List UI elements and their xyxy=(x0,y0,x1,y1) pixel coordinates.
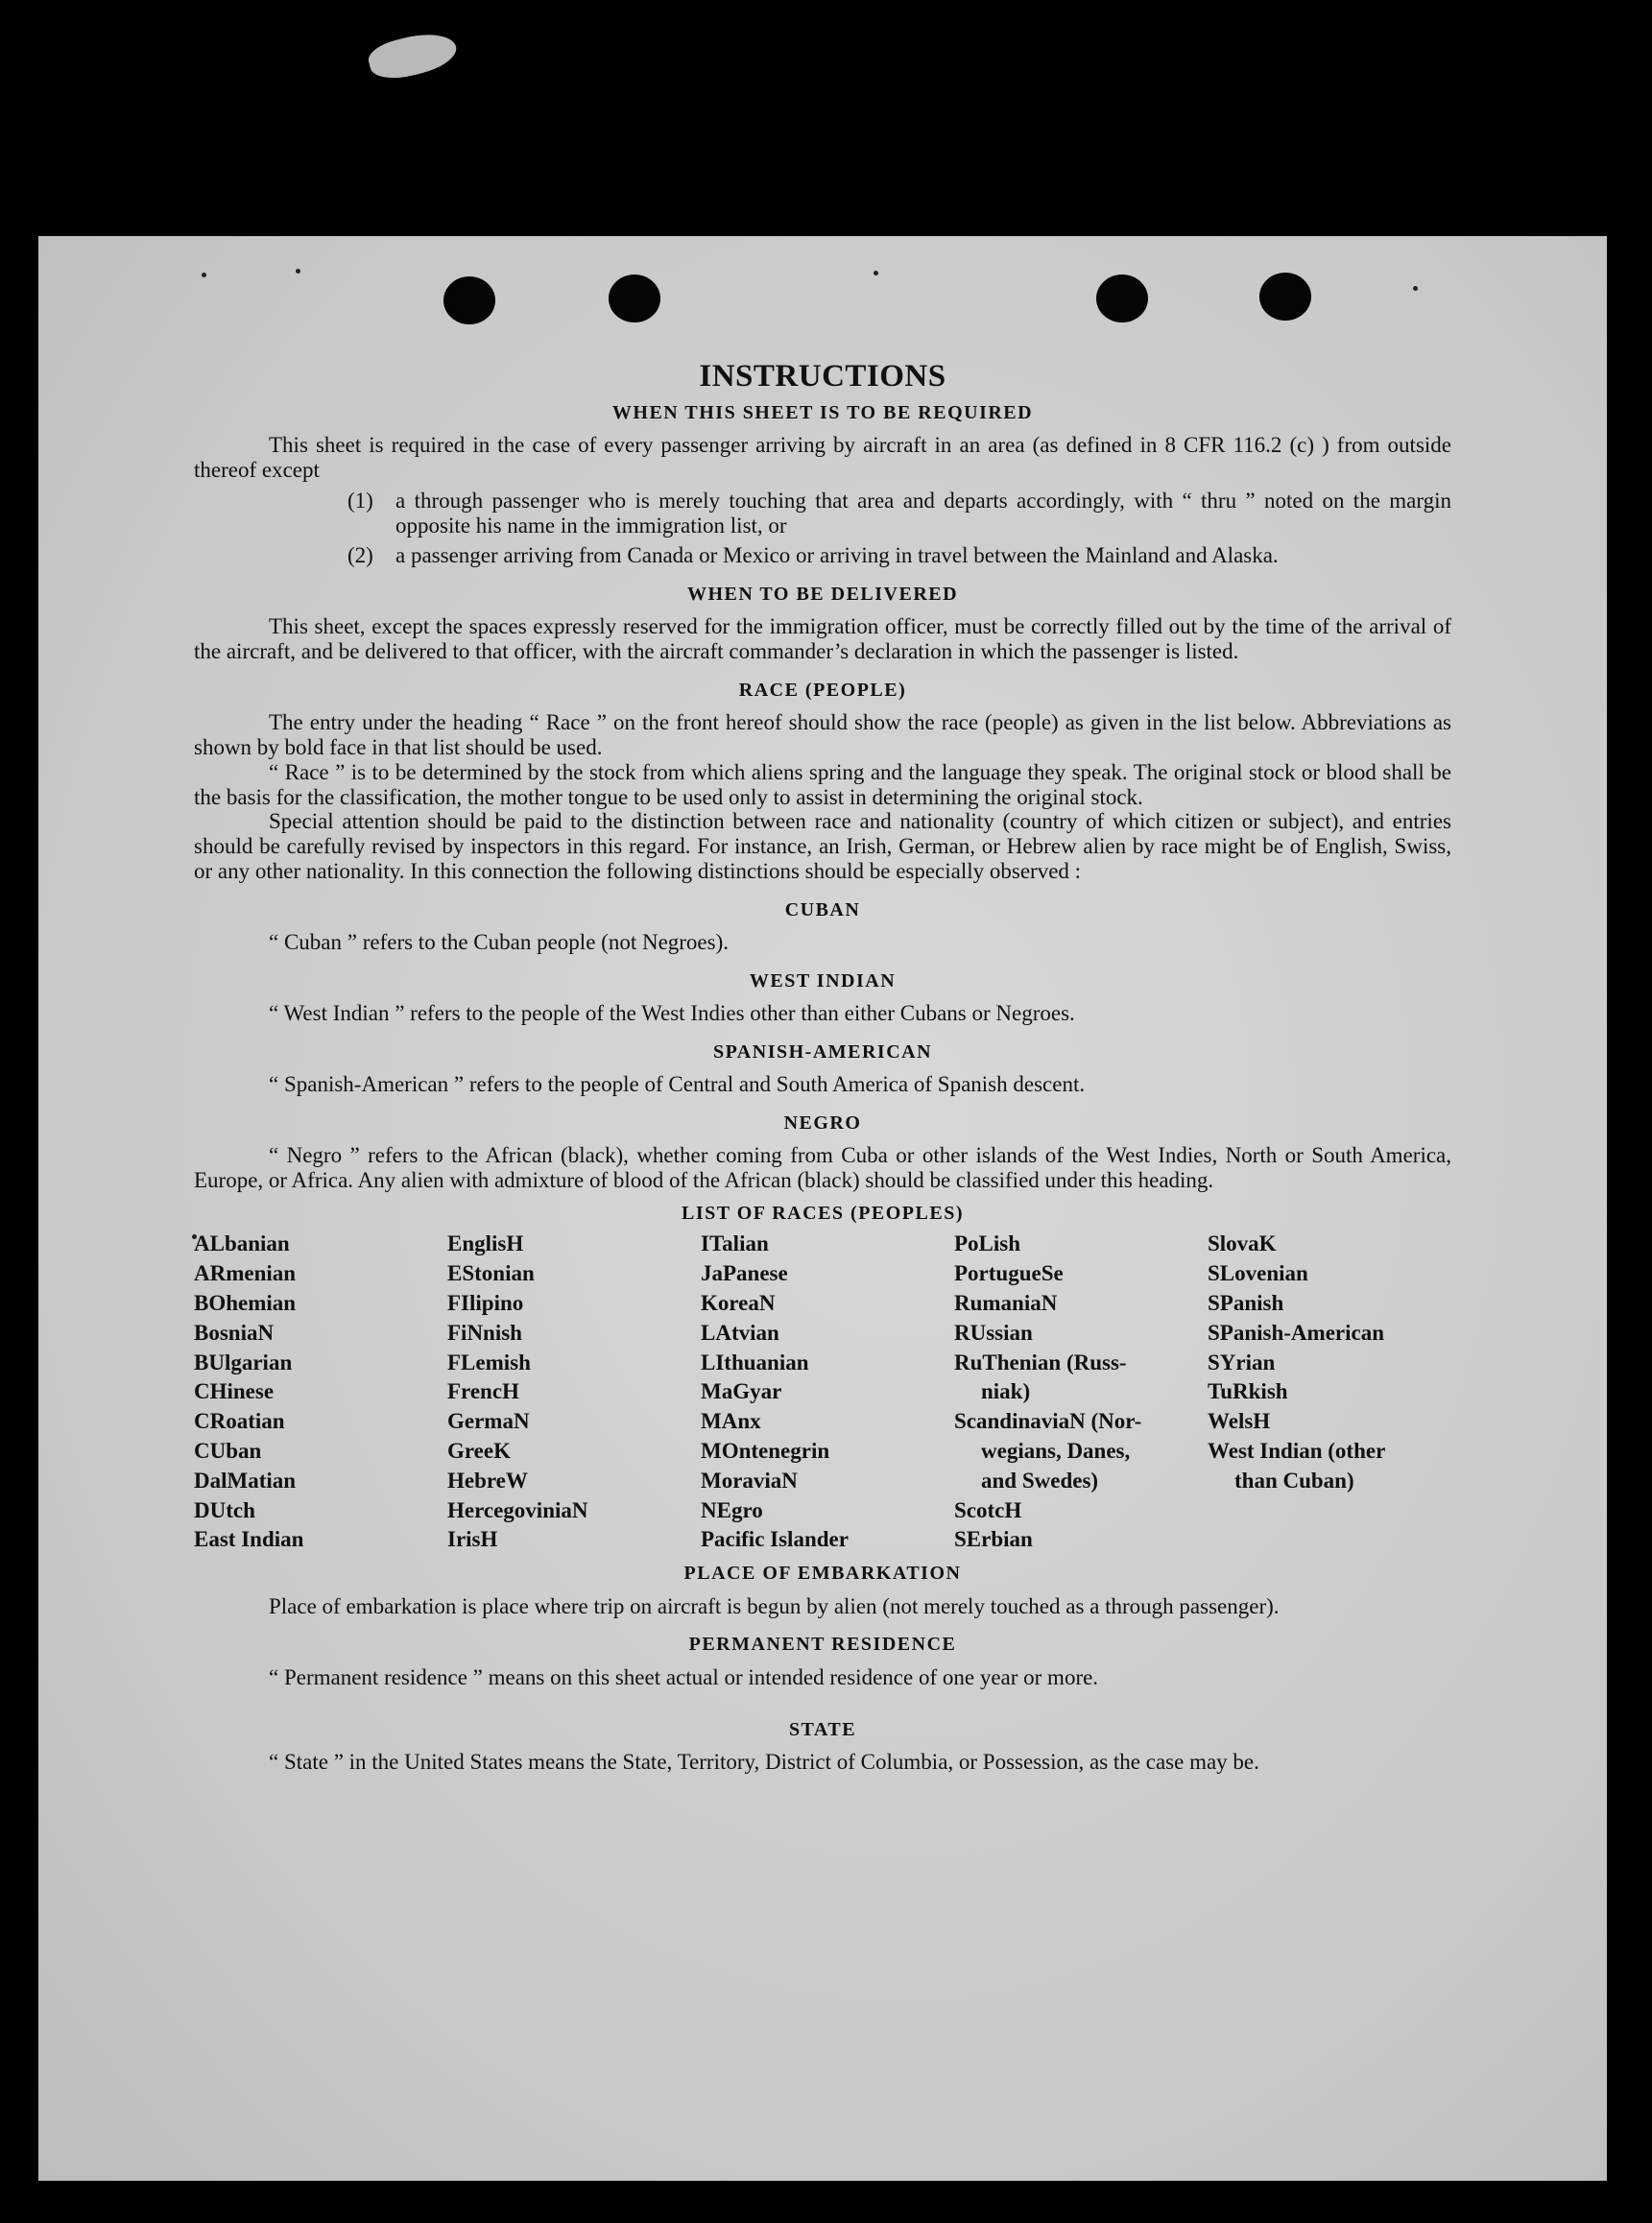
race-entry: ALbanian xyxy=(194,1231,290,1256)
punch-hole xyxy=(1096,275,1148,323)
speck xyxy=(202,273,206,277)
instruction-sheet xyxy=(38,236,1607,2181)
race-column xyxy=(1208,1230,1451,1555)
section-heading-embarkation: PLACE OF EMBARKATION xyxy=(683,1563,962,1585)
race-entry: DalMatian xyxy=(194,1468,297,1493)
race-entry: NEgro xyxy=(701,1497,763,1522)
race-entry: HebreW xyxy=(447,1468,528,1493)
race-entry: ScotcH xyxy=(954,1497,1022,1522)
race-entry: EnglisH xyxy=(447,1231,524,1256)
race-entry: FIlipino xyxy=(447,1290,524,1315)
paper-scrap xyxy=(366,26,461,84)
race-entry: RUssian xyxy=(954,1320,1033,1345)
cuban-text: “ Cuban ” refers to the Cuban people (not Negroes). xyxy=(269,930,730,955)
section-heading-cuban: CUBAN xyxy=(784,898,861,920)
speck xyxy=(296,269,300,274)
exception-number: (2) xyxy=(347,543,373,568)
residence-text: “ Permanent residence ” means on this sheet actual or intended residence of one year or more. xyxy=(269,1664,1099,1689)
required-intro: This sheet is required in the case of every passenger arriving by aircraft in an area (as defined in 8 CFR 116.2 (c) ) from outside thereof except xyxy=(194,433,1451,483)
race-entry: ITalian xyxy=(701,1231,769,1256)
section-heading-residence: PERMANENT RESIDENCE xyxy=(688,1634,957,1656)
race-entry: than Cuban) xyxy=(1234,1468,1354,1493)
speck xyxy=(1413,286,1418,291)
race-entry: HercegoviniaN xyxy=(447,1497,588,1522)
race-paragraph-1: The entry under the heading “ Race ” on the front hereof should show the race (people) as given in the list below. Abbreviations as shown by bold face in that list should be used. xyxy=(194,710,1451,760)
race-column xyxy=(194,1230,438,1555)
race-entry: MAnx xyxy=(701,1409,761,1434)
race-entry: PortugueSe xyxy=(954,1261,1064,1286)
race-list xyxy=(194,1230,1451,1555)
race-entry: wegians, Danes, xyxy=(981,1439,1131,1464)
race-paragraph-3: Special attention should be paid to the distinction between race and nationality (country of which citizen or subject), and entries should be carefully revised by inspectors in this regard. For instance, an Irish, German, or Hebrew alien by race might be of English, Swiss, or any other nationality. In this connection the following distinctions should be especially observed : xyxy=(194,809,1451,883)
race-column xyxy=(954,1230,1198,1555)
west-indian-text: “ West Indian ” refers to the people of the West Indies other than either Cubans or Negroes. xyxy=(269,1001,1075,1026)
race-entry: MaGyar xyxy=(701,1379,782,1404)
race-entry: SPanish-American xyxy=(1208,1320,1384,1345)
exception-number: (1) xyxy=(347,488,373,513)
spanish-american-text: “ Spanish-American ” refers to the people of Central and South America of Spanish descent. xyxy=(269,1072,1086,1097)
race-entry: BOhemian xyxy=(194,1290,297,1315)
race-entry: PoLish xyxy=(954,1231,1021,1256)
section-heading-list: LIST OF RACES (PEOPLES) xyxy=(681,1202,964,1224)
embarkation-text: Place of embarkation is place where trip on aircraft is begun by alien (not merely touched as a through passenger). xyxy=(269,1593,1280,1618)
race-entry: and Swedes) xyxy=(981,1468,1099,1493)
section-heading-spanish-american: SPANISH-AMERICAN xyxy=(712,1040,933,1063)
race-entry: LAtvian xyxy=(701,1320,779,1345)
race-entry: IrisH xyxy=(447,1527,498,1552)
exception-item xyxy=(347,543,1451,568)
state-text: “ State ” in the United States means the State, Territory, District of Columbia, or Possession, as the case may be. xyxy=(269,1749,1259,1774)
page-title: INSTRUCTIONS xyxy=(699,359,946,394)
race-entry: TuRkish xyxy=(1208,1379,1288,1404)
race-column xyxy=(447,1230,691,1555)
race-entry: MOntenegrin xyxy=(701,1439,830,1464)
race-entry: East Indian xyxy=(194,1527,304,1552)
race-entry: FrencH xyxy=(447,1379,519,1404)
race-entry: GermaN xyxy=(447,1409,530,1434)
race-entry: GreeK xyxy=(447,1439,511,1464)
section-heading-race: RACE (PEOPLE) xyxy=(738,679,907,701)
race-entry: WelsH xyxy=(1208,1409,1271,1434)
delivered-text: This sheet, except the spaces expressly reserved for the immigration officer, must be correctly filled out by the time of the arrival of the aircraft, and be delivered to that officer, with the aircraft commander’s declaration in which the passenger is listed. xyxy=(194,614,1451,664)
race-column xyxy=(701,1230,945,1555)
race-entry: ARmenian xyxy=(194,1261,297,1286)
race-entry: KoreaN xyxy=(701,1290,776,1315)
race-entry: JaPanese xyxy=(701,1261,788,1286)
race-entry: Pacific Islander xyxy=(701,1527,849,1552)
race-entry: RuThenian (Russ- xyxy=(954,1350,1127,1374)
race-entry: FLemish xyxy=(447,1350,531,1374)
punch-hole xyxy=(443,276,495,324)
race-entry: SYrian xyxy=(1208,1350,1276,1374)
speck xyxy=(874,271,878,275)
race-entry: SlovaK xyxy=(1208,1231,1277,1256)
race-paragraph-2: “ Race ” is to be determined by the stock from which aliens spring and the language they speak. The original stock or blood shall be the basis for the classification, the mother tongue to be used only to assist in determining the original stock. xyxy=(194,759,1451,809)
exception-item xyxy=(347,489,1451,538)
punch-hole xyxy=(1259,273,1311,321)
race-entry: RumaniaN xyxy=(954,1290,1058,1315)
race-entry: DUtch xyxy=(194,1497,255,1522)
race-entry: CHinese xyxy=(194,1379,275,1404)
negro-text: “ Negro ” refers to the African (black), whether coming from Cuba or other islands of the West Indies, North or South America, Europe, or Africa. Any alien with admixture of blood of the African (black) should be classified under this heading. xyxy=(194,1143,1451,1193)
race-entry: ScandinaviaN (Nor- xyxy=(954,1409,1142,1434)
race-entry: CRoatian xyxy=(194,1409,285,1434)
race-entry: West Indian (other xyxy=(1208,1439,1386,1464)
section-heading-west-indian: WEST INDIAN xyxy=(749,969,897,992)
section-heading-delivered: WHEN TO BE DELIVERED xyxy=(686,584,959,606)
exception-text: a passenger arriving from Canada or Mexico or arriving in travel between the Mainland and Alaska. xyxy=(395,543,1279,568)
section-heading-required: WHEN THIS SHEET IS TO BE REQUIRED xyxy=(611,401,1034,423)
instructions-content xyxy=(194,359,1451,1775)
race-entry: SPanish xyxy=(1208,1290,1284,1315)
race-entry: SErbian xyxy=(954,1527,1033,1552)
section-heading-negro: NEGRO xyxy=(783,1112,862,1135)
section-heading-state: STATE xyxy=(788,1718,857,1740)
race-entry: FiNnish xyxy=(447,1320,522,1345)
exception-text: a through passenger who is merely touching that area and departs accordingly, with “ thru ” noted on the margin opposite his name in the immigration list, or xyxy=(395,488,1451,538)
race-entry: SLovenian xyxy=(1208,1261,1308,1286)
race-entry: LIthuanian xyxy=(701,1350,809,1374)
race-entry: EStonian xyxy=(447,1261,535,1286)
race-entry: niak) xyxy=(981,1379,1031,1404)
race-entry: MoraviaN xyxy=(701,1468,798,1493)
race-entry: CUban xyxy=(194,1439,262,1464)
race-entry: BosniaN xyxy=(194,1320,275,1345)
punch-hole xyxy=(609,275,660,323)
race-entry: BUlgarian xyxy=(194,1350,293,1374)
